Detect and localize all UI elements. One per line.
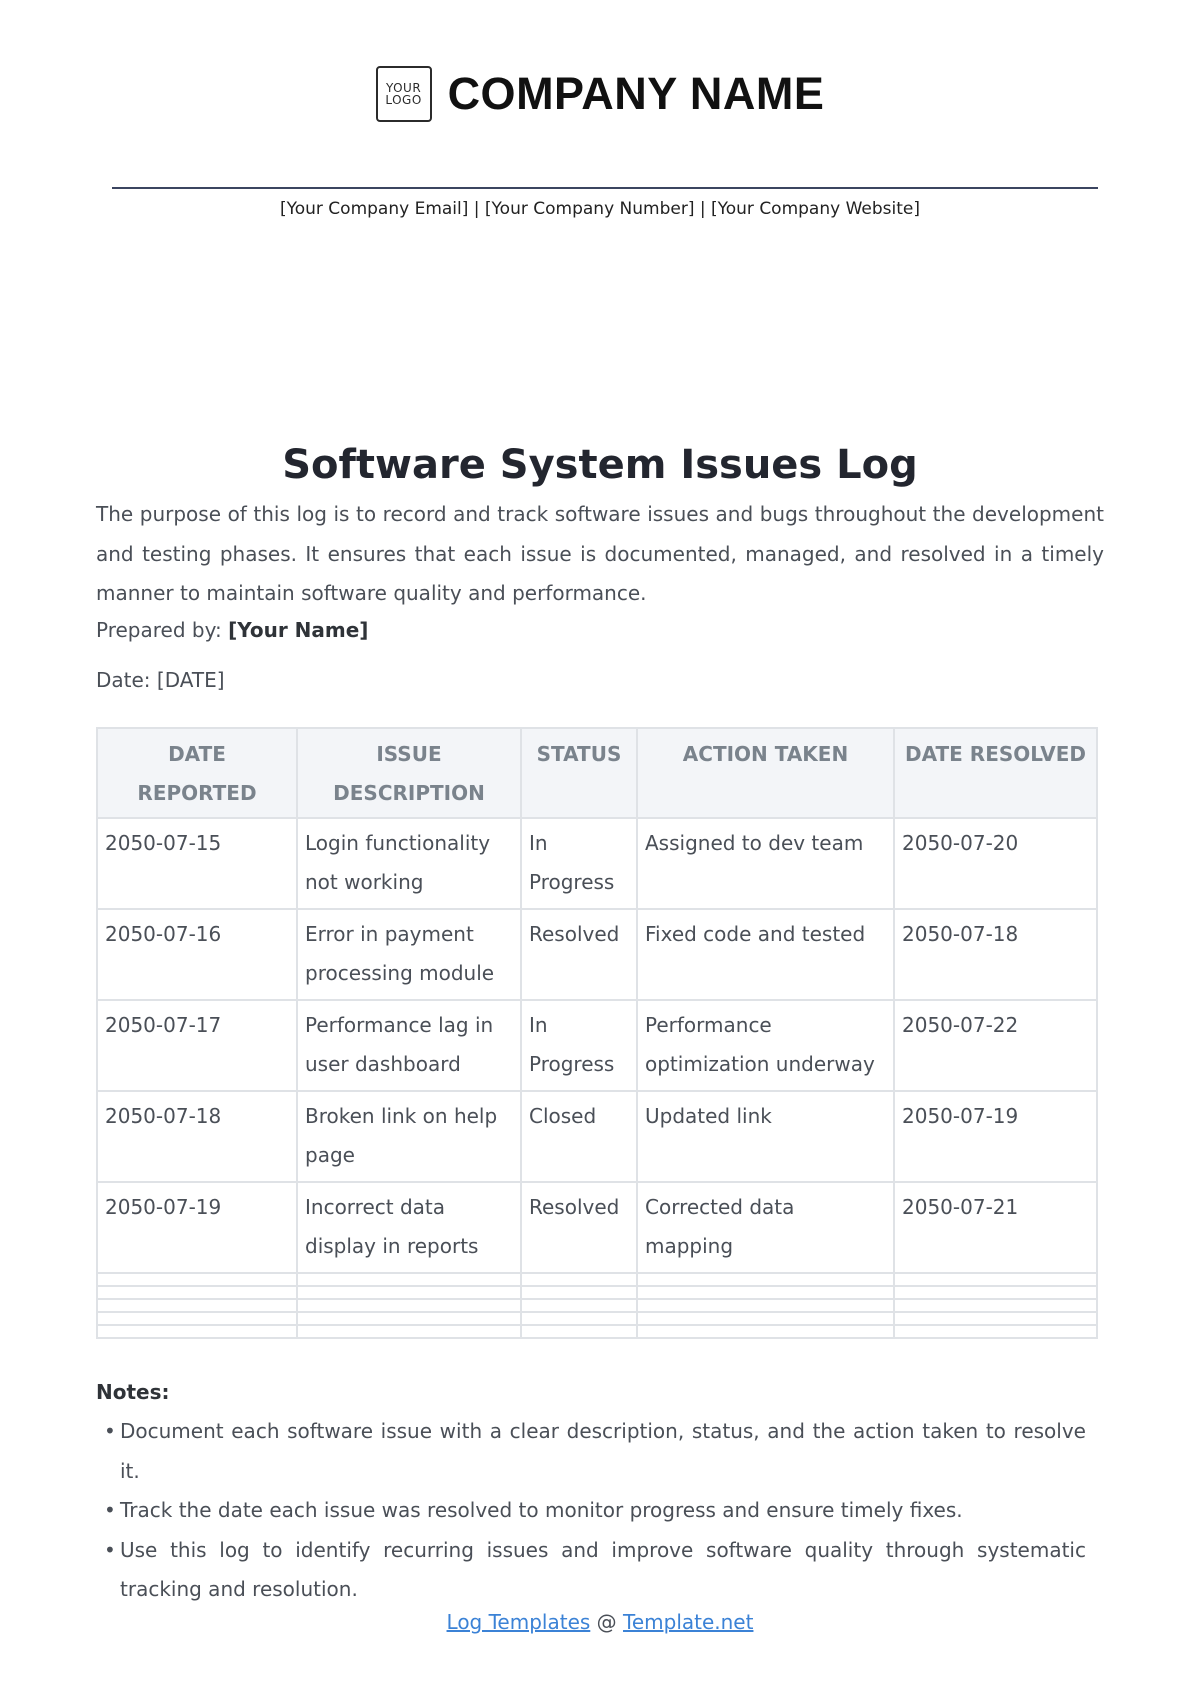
cell-issue-description: Incorrect data display in reports <box>297 1182 521 1273</box>
footer-attribution <box>0 1610 1200 1634</box>
document-date: Date: [DATE] <box>96 668 225 692</box>
bullet-icon: • <box>104 1537 116 1562</box>
cell-issue-description: Login functionality not working <box>297 818 521 909</box>
table-row <box>97 818 1097 909</box>
empty-table-row <box>97 1286 1097 1299</box>
table-row <box>97 909 1097 1000</box>
cell-action-taken: Performance optimization underway <box>637 1000 894 1091</box>
cell-date-reported: 2050-07-18 <box>97 1091 297 1182</box>
notes-heading: Notes: <box>96 1380 170 1404</box>
logo-text-line1: YOUR <box>385 81 422 95</box>
column-header-action-taken: ACTION TAKEN <box>637 728 894 818</box>
company-logo <box>376 66 432 122</box>
cell-date-resolved: 2050-07-20 <box>894 818 1097 909</box>
list-item <box>96 1412 1086 1491</box>
prepared-by-label: Prepared by: <box>96 618 229 642</box>
cell-status: Resolved <box>521 1182 637 1273</box>
empty-table-row <box>97 1312 1097 1325</box>
cell-status: Closed <box>521 1091 637 1182</box>
cell-date-resolved: 2050-07-21 <box>894 1182 1097 1273</box>
cell-issue-description: Broken link on help page <box>297 1091 521 1182</box>
purpose-paragraph: The purpose of this log is to record and track software issues and bugs throughout the development and testing phases. It ensures that each issue is documented, managed, and resolved in a timely manner to maintain software quality and performance. <box>96 502 1104 605</box>
column-header-status: STATUS <box>521 728 637 818</box>
cell-action-taken: Assigned to dev team <box>637 818 894 909</box>
header-divider <box>112 187 1098 189</box>
table-row <box>97 1182 1097 1273</box>
cell-date-reported: 2050-07-15 <box>97 818 297 909</box>
issues-log-table <box>96 727 1098 1339</box>
cell-action-taken: Updated link <box>637 1091 894 1182</box>
empty-table-row <box>97 1325 1097 1338</box>
cell-date-resolved: 2050-07-19 <box>894 1091 1097 1182</box>
list-item <box>96 1531 1086 1610</box>
cell-status: In Progress <box>521 818 637 909</box>
cell-action-taken: Fixed code and tested <box>637 909 894 1000</box>
table-row <box>97 1000 1097 1091</box>
cell-action-taken: Corrected data mapping <box>637 1182 894 1273</box>
cell-issue-description: Performance lag in user dashboard <box>297 1000 521 1091</box>
cell-date-resolved: 2050-07-18 <box>894 909 1097 1000</box>
note-text: Document each software issue with a clear description, status, and the action taken to resolve it. <box>120 1419 1086 1483</box>
column-header-issue-description: ISSUE DESCRIPTION <box>297 728 521 818</box>
table-header-row <box>97 728 1097 818</box>
cell-status: Resolved <box>521 909 637 1000</box>
cell-date-reported: 2050-07-19 <box>97 1182 297 1273</box>
cell-date-reported: 2050-07-16 <box>97 909 297 1000</box>
prepared-by-value: [Your Name] <box>228 618 369 642</box>
page-title: Software System Issues Log <box>282 442 918 488</box>
cell-issue-description: Error in payment processing module <box>297 909 521 1000</box>
empty-table-row <box>97 1299 1097 1312</box>
note-text: Use this log to identify recurring issues and improve software quality through systematic tracking and resolution. <box>120 1537 1086 1601</box>
column-header-date-reported: DATE REPORTED <box>97 728 297 818</box>
company-name: COMPANY NAME <box>447 68 825 119</box>
empty-table-row <box>97 1273 1097 1286</box>
footer-separator: @ <box>590 1610 624 1634</box>
column-header-date-resolved: DATE RESOLVED <box>894 728 1097 818</box>
company-contact-line: [Your Company Email] | [Your Company Number] | [Your Company Website] <box>279 199 920 219</box>
notes-list <box>96 1412 1086 1610</box>
bullet-icon: • <box>104 1419 116 1443</box>
template-net-link[interactable]: Template.net <box>623 1610 754 1634</box>
cell-date-resolved: 2050-07-22 <box>894 1000 1097 1091</box>
document-header <box>0 66 1200 122</box>
log-templates-link[interactable]: Log Templates <box>446 1610 591 1634</box>
list-item <box>96 1491 1086 1531</box>
bullet-icon: • <box>104 1498 116 1522</box>
prepared-by <box>96 618 368 642</box>
cell-status: In Progress <box>521 1000 637 1091</box>
table-row <box>97 1091 1097 1182</box>
logo-text-line2: LOGO <box>385 93 422 107</box>
note-text: Track the date each issue was resolved to monitor progress and ensure timely fixes. <box>120 1498 963 1522</box>
cell-date-reported: 2050-07-17 <box>97 1000 297 1091</box>
